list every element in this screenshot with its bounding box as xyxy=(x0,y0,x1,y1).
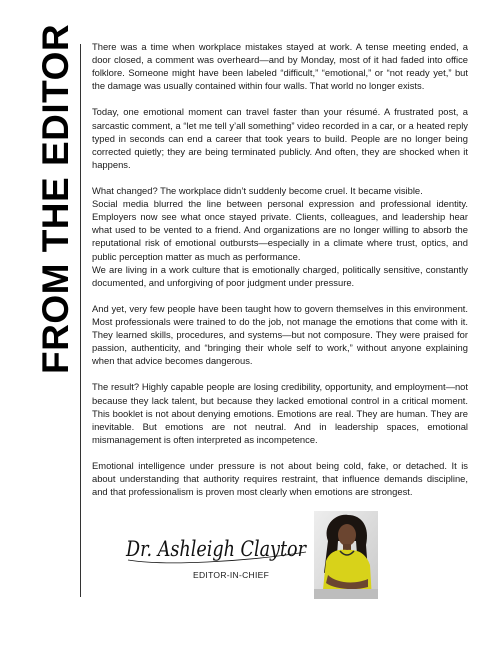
paragraph: And yet, very few people have been taught how to govern themselves in this environment. Most professionals were trained to do the job, not manage the emotions that come with it. They learned skills, procedures, and systems—but not composure. They were praised for passion, authenticity, and “bringing their whole self to work,” without anyone explaining when that advice becomes dangerous. xyxy=(92,302,468,367)
side-title-block xyxy=(34,23,78,374)
paragraph: What changed? The workplace didn’t suddenly become cruel. It became visible. xyxy=(92,185,423,197)
paragraph: The result? Highly capable people are losing credibility, opportunity, and employment—not because they lack talent, but because they lacked emotional control in a critical moment. This booklet is not about denying emotions. Emotions are real. They are human. They are inevitable. But emotions are not neutral. And in leadership spaces, emotional mismanagement is often interpreted as incompetence. xyxy=(92,381,468,445)
signature-text: Dr. Ashleigh Claytor xyxy=(125,537,308,561)
editor-role: EDITOR-IN-CHIEF xyxy=(193,570,270,580)
signature xyxy=(124,522,310,572)
vertical-divider xyxy=(80,44,81,597)
paragraph: Emotional intelligence under pressure is not about being cold, fake, or detached. It is about understanding that authority requires restraint, that influence demands discipline, and that professionalism is proven most clearly when emotions are strongest. xyxy=(92,460,468,498)
page-title: FROM THE EDITOR xyxy=(35,23,76,374)
paragraph: Today, one emotional moment can travel faster than your résumé. A frustrated post, a sarcastic comment, a “let me tell y’all something” video recorded in a car, or a heated reply typed in seconds can end a career that took years to build. People are no longer being corrected quietly; they are being terminated publicly. And often, they are shocked when it happens. xyxy=(92,106,468,170)
paragraph: Social media blurred the line between personal expression and professional identity. Employers now see what once stayed private. Clients, colleagues, and leadership hear what used to be vented to a friend. And organizations are no longer willing to absorb the reputational risk of emotional outbursts—especially in a climate where trust, optics, and public perception matter as much as performance. xyxy=(92,198,468,262)
paragraph: We are living in a work culture that is emotionally charged, politically sensitive, constantly documented, and unforgiving of poor judgment under pressure. xyxy=(92,263,468,288)
paragraph: There was a time when workplace mistakes stayed at work. A tense meeting ended, a door closed, a comment was overheard—and by Monday, most of it had faded into office folklore. Someone might have been labeled “difficult,” “emotional,” or “not ready yet,” but the damage was usually contained within four walls. That world no longer exists. xyxy=(92,41,468,92)
editor-portrait-image xyxy=(314,511,378,599)
editor-letter xyxy=(92,40,468,511)
